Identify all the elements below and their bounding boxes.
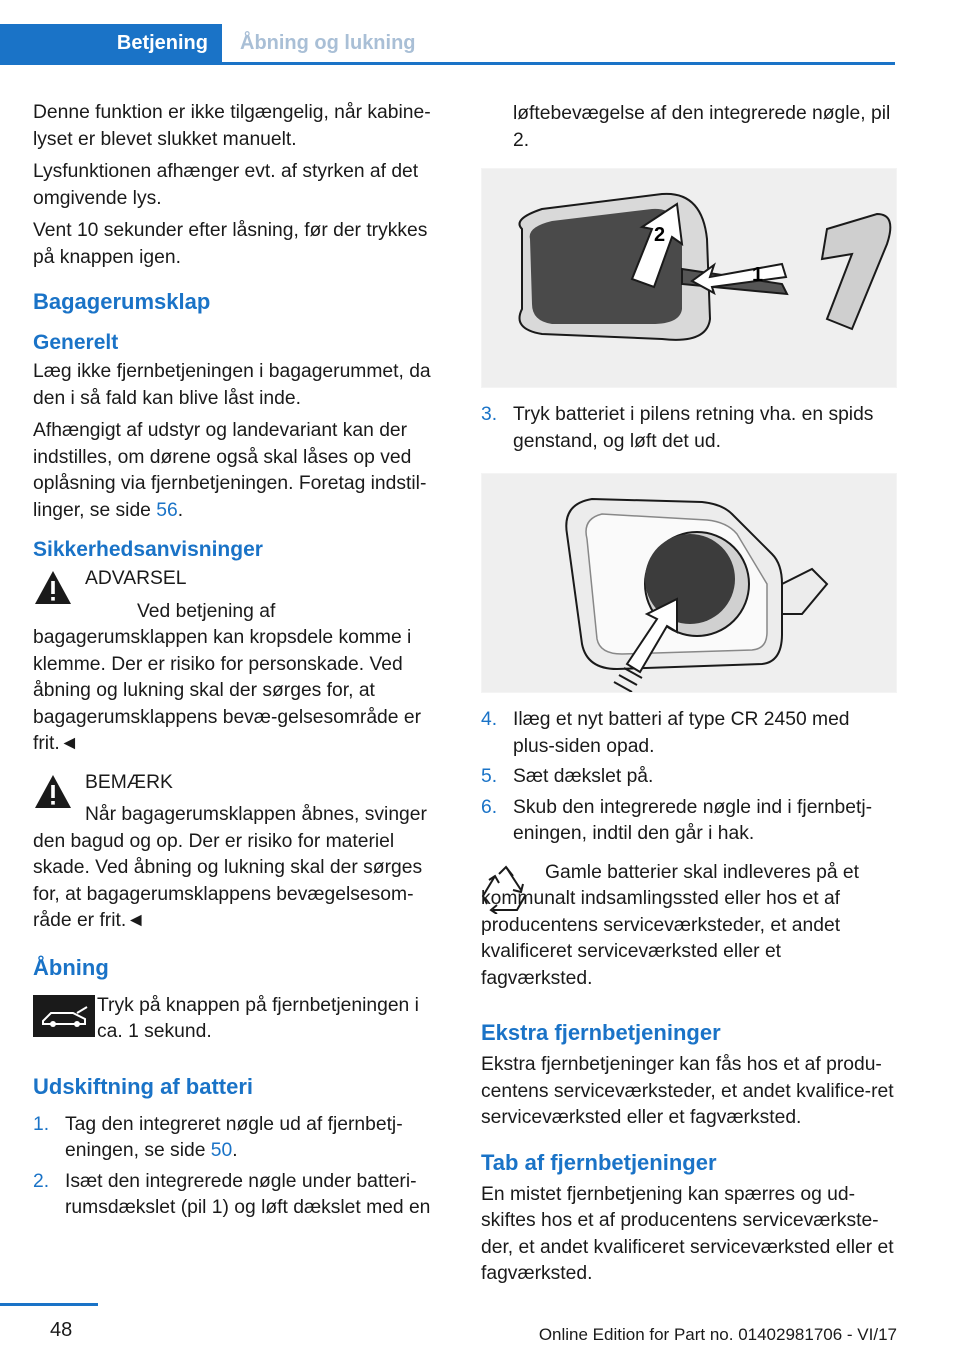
caution-heading: BEMÆRK: [85, 771, 173, 793]
step-number: 5.: [481, 766, 498, 787]
list-item: [481, 402, 895, 455]
figure-key-removal: [481, 168, 897, 388]
warning-icon: [33, 772, 73, 812]
heading-sikkerhedsanvisninger: Sikkerhedsanvisninger: [33, 538, 263, 561]
paragraph-kabinelys: Denne funktion er ikke tilgængelig, når kabine-lyset er blevet slukket manuelt.: [33, 102, 431, 150]
figure-battery: [481, 473, 897, 693]
warning-note: [33, 566, 447, 758]
footer-edition: Online Edition for Part no. 01402981706 - VI/17: [538, 1325, 897, 1344]
paragraph-vent: Vent 10 sekunder efter låsning, før der trykkes på knappen igen.: [33, 220, 428, 268]
left-column: [33, 100, 447, 1228]
step-text: Tag den integreret nøgle ud af fjernbetj-eningen, se side: [65, 1113, 403, 1161]
recycle-text: [481, 860, 895, 993]
caution-note: [33, 770, 447, 935]
step-number: 1.: [33, 1113, 50, 1135]
paragraph-tab: En mistet fjernbetjening kan spærres og ud-skiftes hos et af producentens serviceværkste-der, et andet kvalificeret serviceværksted eller et fagværksted.: [481, 1183, 894, 1284]
step-text: Ilæg et nyt batteri af type CR 2450 med plus-siden opad.: [513, 709, 850, 757]
tab-aabning-og-lukning[interactable]: Åbning og lukning: [240, 32, 416, 54]
text-fragment: .: [232, 1140, 238, 1161]
warning-text: [33, 599, 447, 758]
paragraph-fjernbetjening-bagagerum: Læg ikke fjernbetjeningen i bagagerummet, da den i så fald kan blive låst inde.: [33, 361, 431, 409]
heading-aabning: Åbning: [33, 954, 109, 980]
steps-list-3: [481, 707, 895, 848]
steps-list-2: [481, 402, 895, 455]
caution-text-body: Når bagagerumsklappen åbnes, svinger den bagud og op. Der er risiko for materiel skade. Ved åbning og lukning skal der sørges for, at bagagerumsklappens bevægelsesom-råde er frit.◄: [33, 804, 427, 931]
list-item: [481, 707, 895, 760]
warning-heading: ADVARSEL: [85, 568, 187, 589]
tab-betjening[interactable]: Betjening: [0, 24, 222, 62]
heading-ekstra-fjernbetjeninger: Ekstra fjernbetjeninger: [481, 1020, 721, 1045]
link-side-50[interactable]: 50: [210, 1140, 233, 1161]
list-item: [33, 1169, 447, 1222]
list-item: [481, 764, 895, 791]
link-side-56[interactable]: 56: [156, 499, 178, 521]
paragraph-ekstra: Ekstra fjernbetjeninger kan fås hos et af produ-centens serviceværksteder, et andet kvalifice-ret serviceværksted eller et fagværksted.: [481, 1054, 894, 1128]
figure-label-1: 1: [752, 264, 764, 286]
paragraph-indstillinger: [33, 418, 447, 524]
step-number: 6.: [481, 796, 498, 818]
text-fragment: Afhængigt af udstyr og landevariant kan der indstilles, om dørene også skal låses op ved oplåsning via fjernbetjeningen. Foretag indstil-linger, se side: [33, 420, 427, 521]
right-column: [481, 101, 895, 1294]
step-text: Isæt den integrerede nøgle under batteri-rumsdækslet (pil 1) og løft dækslet med en: [65, 1170, 431, 1218]
heading-udskiftning-batteri: Udskiftning af batteri: [33, 1073, 254, 1099]
step-number: 3.: [481, 404, 498, 425]
warning-icon: [33, 568, 73, 608]
recycle-text-body: Gamle batterier skal indleveres på et kommunalt indsamlingssted eller hos et af producentens serviceværksteder, et andet kvalificeret serviceværksted eller et fagværksted.: [481, 861, 860, 989]
list-item: [33, 1112, 447, 1165]
car-trunk-icon: [33, 995, 95, 1037]
step-number: 4.: [481, 709, 498, 730]
paragraph-lysfunktion: Lysfunktionen afhænger evt. af styrken af det omgivende lys.: [33, 161, 419, 209]
list-item: [481, 795, 895, 848]
step-text: Skub den integrerede nøgle ind i fjernbetj-eningen, indtil den går i hak.: [513, 796, 873, 844]
caution-text: [33, 802, 447, 935]
header-tabbar: [0, 24, 895, 65]
footer-rule: [0, 1303, 98, 1306]
heading-generelt: Generelt: [33, 331, 119, 354]
figure-label-2: 2: [654, 224, 666, 246]
text-fragment: .: [177, 499, 184, 521]
heading-bagagerumsklap: Bagagerumsklap: [33, 289, 211, 314]
aabning-text: Tryk på knappen på fjernbetjeningen i ca. 1 sekund.: [97, 994, 419, 1042]
step-number: 2.: [33, 1170, 50, 1192]
recycle-note: [481, 860, 895, 993]
warning-text-body: Ved betjening af bagagerumsklappen kan kropsdele komme i klemme. Der er risiko for personskade. Ved åbning og lukning skal der sørges for, at bagagerumsklappens bevæ-gelsesområde er frit.◄: [33, 600, 421, 754]
page-number: 48: [50, 1319, 73, 1341]
step-text: Sæt dækslet på.: [513, 766, 654, 787]
steps-list-1: [33, 1112, 447, 1222]
step-text: Tryk batteriet i pilens retning vha. en spids genstand, og løft det ud.: [513, 404, 874, 452]
aabning-note: [33, 993, 447, 1046]
heading-tab-fjernbetjeninger: Tab af fjernbetjeninger: [481, 1149, 717, 1175]
recycle-icon: [481, 864, 531, 914]
paragraph-continuation: løftebevægelse af den integrerede nøgle, pil 2.: [513, 103, 891, 151]
